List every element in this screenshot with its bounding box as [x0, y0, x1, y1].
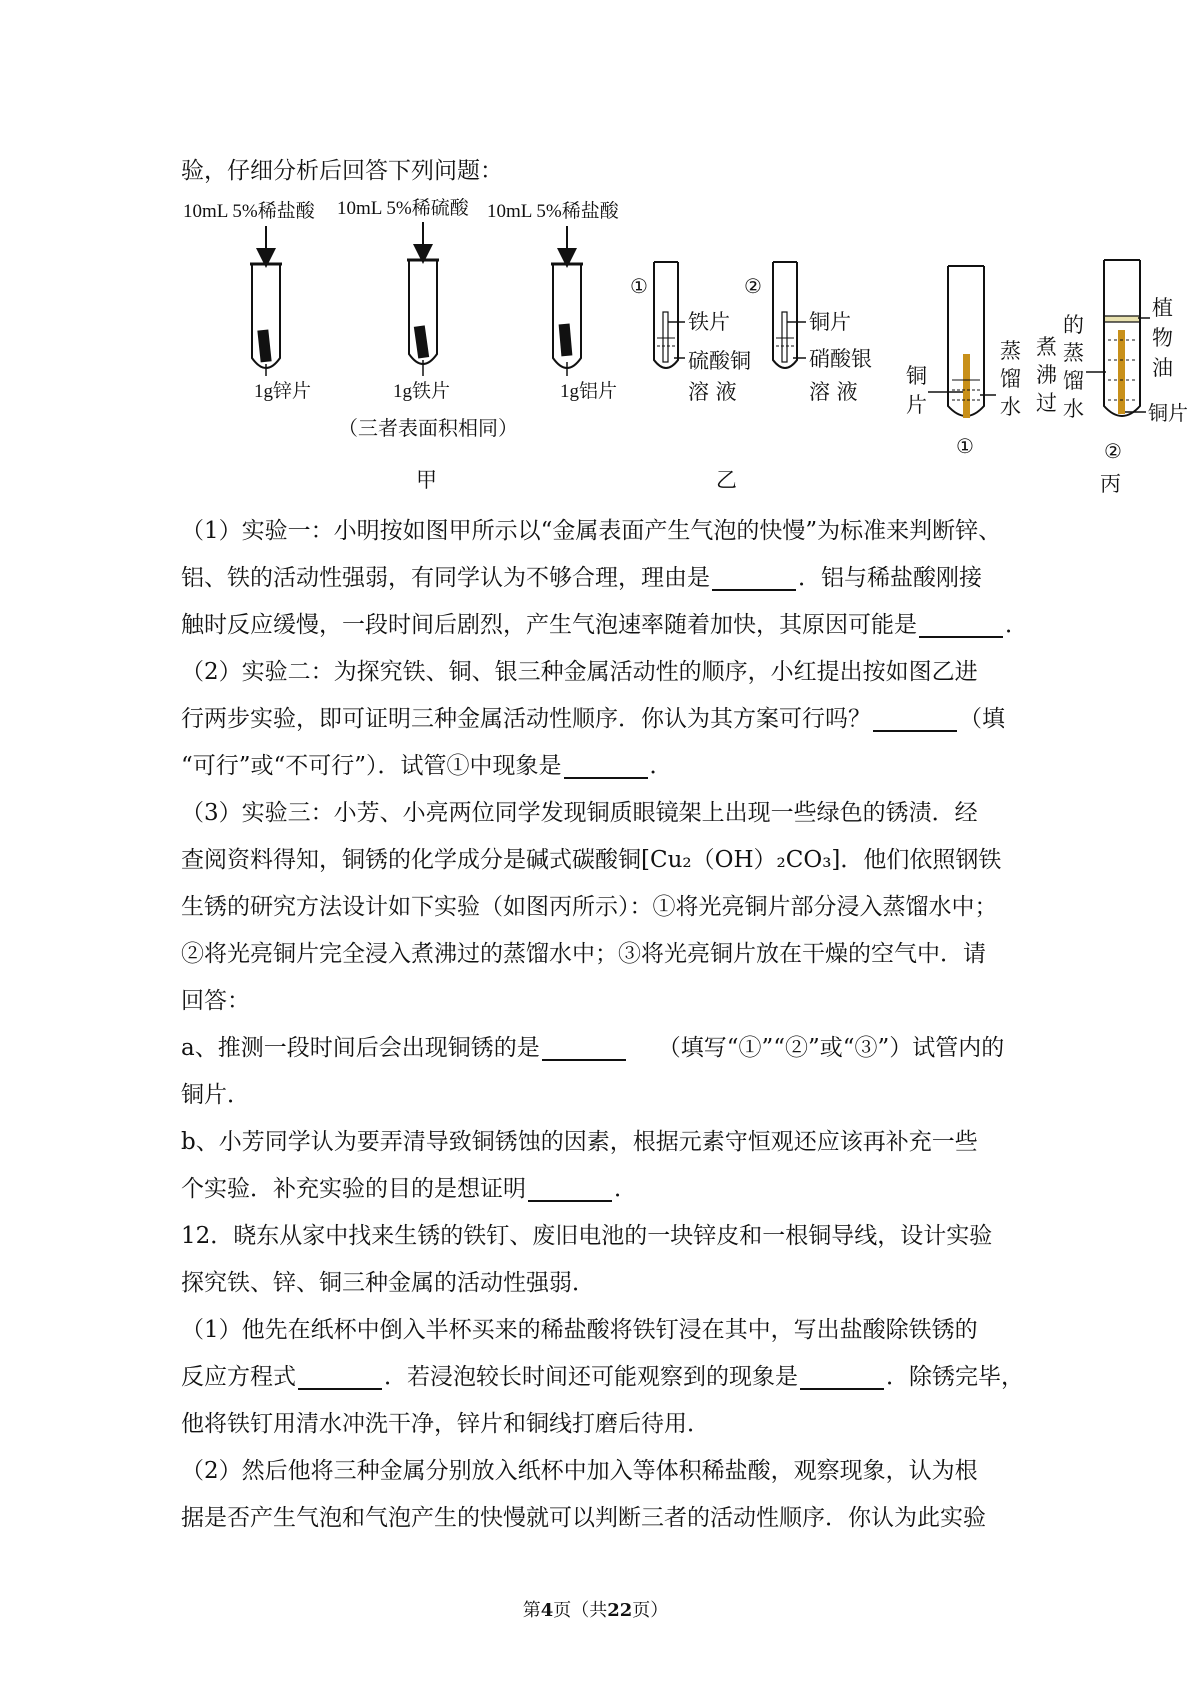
answer-blank: [919, 610, 1003, 638]
text-line: 个实验．补充实验的目的是想证明 ．: [181, 1176, 637, 1202]
text-line: （2）实验二：为探究铁、铜、银三种金属活动性的顺序，小红提出按如图乙进: [181, 659, 978, 685]
text-line: 行两步实验，即可证明三种金属活动性顺序．你认为其方案可行吗？ （填: [181, 706, 1005, 732]
text-line: 他将铁钉用清水冲洗干净，锌片和铜线打磨后待用．: [181, 1411, 710, 1437]
text-line: 12．晓东从家中找来生锈的铁钉、废旧电池的一块锌皮和一根铜导线，设计实验: [181, 1223, 993, 1249]
text-line: 反应方程式 ．若浸泡较长时间还可能观察到的现象是 ．除锈完毕，: [181, 1364, 1024, 1390]
text-line: 铜片．: [181, 1082, 250, 1108]
bing-boiled-d: 的: [1063, 313, 1084, 337]
yi-label: 乙: [716, 468, 737, 492]
bing-copper-right: 铜片: [1148, 401, 1188, 425]
text-line: （3）实验三：小芳、小亮两位同学发现铜质眼镜架上出现一些绿色的锈渍．经: [181, 800, 978, 826]
text-line: “可行”或“不可行”）．试管①中现象是 ．: [181, 753, 673, 779]
experiment-figure: [0, 190, 1191, 500]
bing-label: 丙: [1100, 472, 1121, 496]
yi-tube2-solution-a: 硝酸银: [809, 347, 872, 371]
yi-test-tube-1: [654, 262, 685, 368]
text-line: （1）实验一：小明按如图甲所示以“金属表面产生气泡的快慢”为标准来判断锌、: [181, 518, 1002, 544]
answer-blank: [542, 1033, 626, 1061]
jia-tube1-reagent: 10mL 5%稀盐酸: [183, 201, 315, 222]
answer-blank: [528, 1174, 612, 1202]
text-line: 查阅资料得知，铜锈的化学成分是碱式碳酸铜[Cu₂（OH）₂CO₃]．他们依照钢铁: [181, 847, 1002, 873]
figure-yi: [630, 262, 872, 492]
text-line: 据是否产生气泡和气泡产生的快慢就可以判断三者的活动性顺序．你认为此实验: [181, 1505, 986, 1531]
page-total: 22: [607, 1600, 633, 1621]
bing-oil-b: 物: [1152, 326, 1173, 350]
bing-test-tube-1: [928, 266, 996, 418]
answer-blank: [712, 563, 796, 591]
answer-blank: [873, 704, 957, 732]
bing-copper-left-b: 片: [906, 393, 927, 417]
jia-note: （三者表面积相同）: [338, 416, 518, 440]
intro-text: [181, 148, 1011, 195]
bing-tube1-number: ①: [956, 434, 974, 458]
jia-test-tube-3: [551, 264, 583, 376]
bing-water1-c: 水: [1000, 395, 1021, 419]
yi-tube2-metal: 铜片: [809, 310, 851, 334]
jia-test-tube-1: [250, 264, 282, 376]
text-line: 回答：: [181, 988, 250, 1014]
text-line: b、小芳同学认为要弄清导致铜锈蚀的因素，根据元素守恒观还应该再补充一些: [181, 1129, 978, 1155]
text-line: a、推测一段时间后会出现铜锈的是 （填写“①”“②”或“③”）试管内的: [181, 1035, 1005, 1061]
bing-copper-left-a: 铜: [906, 364, 927, 388]
yi-tube1-number: ①: [630, 274, 648, 298]
figure-jia: [183, 197, 620, 492]
text-line: 探究铁、锌、铜三种金属的活动性强弱．: [181, 1270, 595, 1296]
jia-tube2-metal: 1g铁片: [393, 381, 451, 402]
yi-tube1-metal: 铁片: [688, 310, 730, 334]
bing-boiled-a: 煮: [1036, 335, 1057, 359]
bing-boiled-e: 蒸: [1063, 341, 1084, 365]
bing-test-tube-2: [1086, 260, 1150, 416]
bing-boiled-c: 过: [1036, 391, 1057, 415]
page-number: 4: [540, 1600, 554, 1621]
bing-tube2-number: ②: [1104, 439, 1122, 463]
jia-tube3-reagent: 10mL 5%稀盐酸: [487, 201, 619, 222]
yi-tube1-solution-a: 硫酸铜: [688, 349, 751, 373]
page-footer: 第4页（共22页）: [522, 1600, 669, 1621]
intro-line: 验，仔细分析后回答下列问题：: [181, 158, 503, 184]
bing-oil-c: 油: [1152, 356, 1173, 380]
yi-tube2-solution-b: 溶 液: [809, 380, 858, 404]
text-line: ②将光亮铜片完全浸入煮沸过的蒸馏水中；③将光亮铜片放在干燥的空气中．请: [181, 941, 986, 967]
answer-blank: [564, 751, 648, 779]
bing-water1-b: 馏: [1000, 367, 1021, 391]
bing-water1-a: 蒸: [1000, 339, 1021, 363]
jia-tube3-metal: 1g铝片: [560, 381, 618, 402]
answer-blank: [298, 1362, 382, 1390]
bing-boiled-g: 水: [1063, 397, 1084, 421]
text-line: 触时反应缓慢，一段时间后剧烈，产生气泡速率随着加快，其原因可能是 ．: [181, 612, 1028, 638]
question-text: [181, 508, 1028, 1542]
jia-test-tube-2: [407, 260, 439, 376]
bing-oil-a: 植: [1152, 296, 1173, 320]
yi-tube2-number: ②: [744, 274, 762, 298]
yi-test-tube-2: [773, 262, 806, 368]
figure-bing: [906, 260, 1188, 496]
text-line: 铝、铁的活动性强弱，有同学认为不够合理，理由是 ．铝与稀盐酸刚接: [181, 565, 982, 591]
text-line: 生锈的研究方法设计如下实验（如图丙所示）：①将光亮铜片部分浸入蒸馏水中；: [181, 894, 998, 920]
jia-tube1-metal: 1g锌片: [254, 381, 312, 402]
bing-boiled-f: 馏: [1063, 369, 1084, 393]
jia-tube2-reagent: 10mL 5%稀硫酸: [337, 198, 469, 219]
answer-blank: [800, 1362, 884, 1390]
text-line: （2）然后他将三种金属分别放入纸杯中加入等体积稀盐酸，观察现象，认为根: [181, 1458, 978, 1484]
jia-label: 甲: [416, 468, 437, 492]
text-line: （1）他先在纸杯中倒入半杯买来的稀盐酸将铁钉浸在其中，写出盐酸除铁锈的: [181, 1317, 978, 1343]
yi-tube1-solution-b: 溶 液: [688, 380, 737, 404]
bing-boiled-b: 沸: [1036, 363, 1057, 387]
